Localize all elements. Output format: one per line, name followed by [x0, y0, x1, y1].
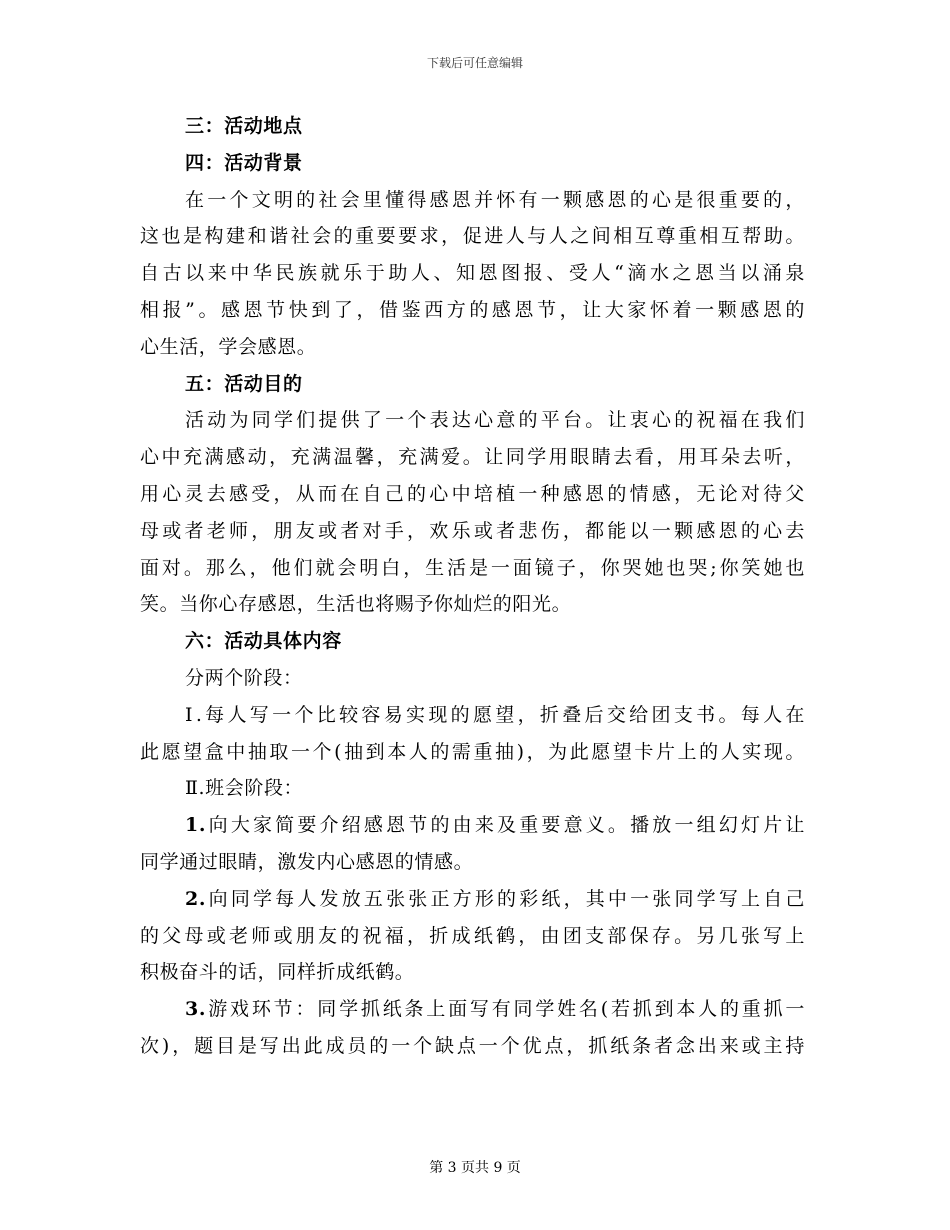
paragraph-line: 这也是构建和谐社会的重要要求，促进人与人之间相互尊重相互帮助。 [140, 225, 805, 248]
stage-two-heading: Ⅱ.班会阶段： [185, 777, 304, 800]
paragraph-line: 心中充满感动，充满温馨，充满爱。让同学用眼睛去看，用耳朵去听， [140, 446, 805, 469]
paragraph-line: 心生活，学会感恩。 [140, 335, 317, 358]
paragraph-line: 母或者老师，朋友或者对手，欢乐或者悲伤，都能以一颗感恩的心去 [140, 519, 805, 542]
list-item-text: 向同学每人发放五张张正方形的彩纸，其中一张同学写上自己 [206, 887, 805, 910]
list-item-text: 游戏环节：同学抓纸条上面写有同学姓名(若抓到本人的重抓一 [206, 998, 805, 1021]
list-item-line: 的父母或老师或朋友的祝福，折成纸鹤，由团支部保存。另几张写上 [140, 924, 805, 947]
heading-activity-content: 六：活动具体内容 [185, 630, 342, 653]
stage-one-line: 此愿望盒中抽取一个(抽到本人的需重抽)，为此愿望卡片上的人实现。 [140, 740, 805, 763]
paragraph-line: 面对。那么，他们就会明白，生活是一面镜子，你哭她也哭;你笑她也 [140, 556, 805, 579]
list-number: 2. [185, 887, 207, 910]
paragraph-line: 在一个文明的社会里懂得感恩并怀有一颗感恩的心是很重要的， [185, 188, 805, 211]
stage-one-line: Ⅰ.每人写一个比较容易实现的愿望，折叠后交给团支书。每人在 [185, 703, 805, 726]
list-number: 1. [185, 814, 207, 837]
list-item-text: 向大家简要介绍感恩节的由来及重要意义。播放一组幻灯片让 [206, 814, 805, 837]
list-item-line: 次)，题目是写出此成员的一个缺点一个优点，抓纸条者念出来或主持 [140, 1034, 805, 1057]
page-header: 下载后可任意编辑 [426, 56, 523, 70]
document-body [140, 108, 805, 1065]
paragraph-line: 用心灵去感受，从而在自己的心中培植一种感恩的情感，无论对待父 [140, 482, 805, 505]
list-item-line: 积极奋斗的话，同样折成纸鹤。 [140, 961, 415, 984]
list-number: 3. [185, 998, 207, 1021]
list-item-1 [140, 807, 805, 844]
heading-activity-location: 三：活动地点 [185, 115, 303, 137]
page-footer: 第 3 页共 9 页 [429, 1160, 521, 1176]
stages-intro: 分两个阶段： [185, 666, 303, 689]
paragraph-line: 笑。当你心存感恩，生活也将赐予你灿烂的阳光。 [140, 593, 572, 616]
paragraph-line: 活动为同学们提供了一个表达心意的平台。让衷心的祝福在我们 [185, 409, 805, 432]
list-item-2 [140, 881, 805, 918]
heading-activity-purpose: 五：活动目的 [185, 372, 303, 395]
paragraph-line: 自古以来中华民族就乐于助人、知恩图报、受人“滴水之恩当以涌泉 [140, 262, 805, 285]
heading-activity-background: 四：活动背景 [185, 151, 303, 174]
list-item-line: 同学通过眼睛，激发内心感恩的情感。 [140, 850, 474, 873]
paragraph-line: 相报”。感恩节快到了，借鉴西方的感恩节，让大家怀着一颗感恩的 [140, 298, 805, 321]
list-item-3 [140, 991, 805, 1028]
